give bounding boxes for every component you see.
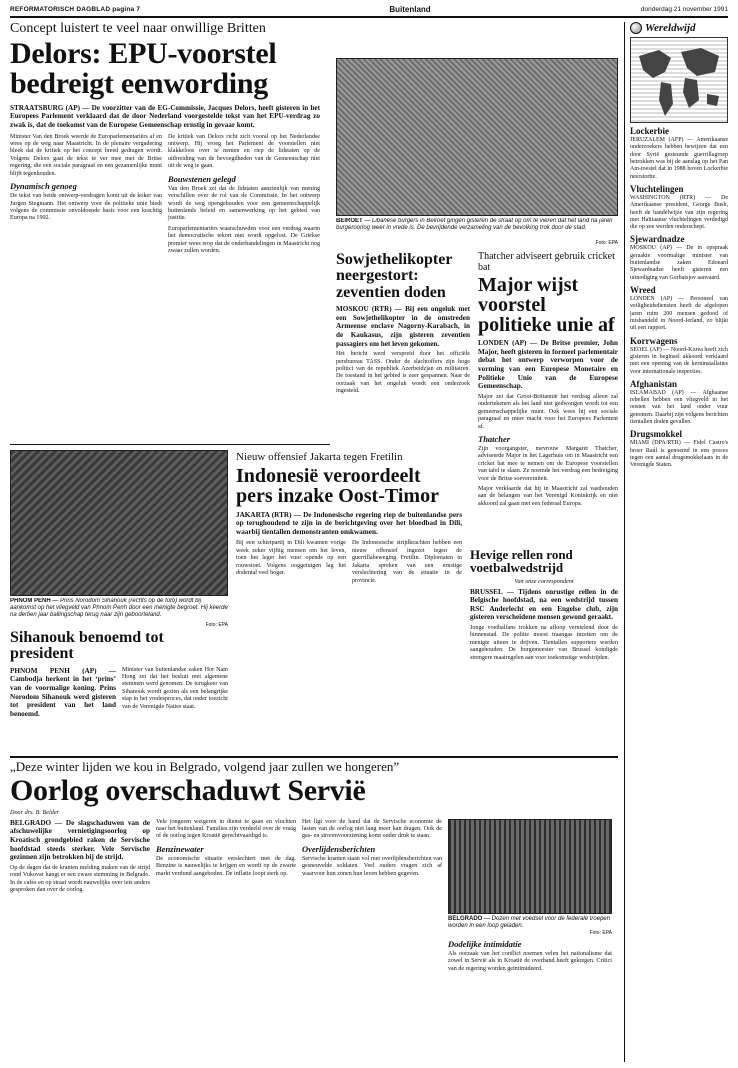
- wereldwijd-item-text: SEOEL (AP) — Noord-Korea heeft zich gisteren in beginsel akkoord verklaard met een opening van de kerninstallaties voor internationale inspecties.: [630, 346, 728, 375]
- world-map-svg: [631, 38, 727, 122]
- article-subheading: Dynamisch genoeg: [10, 181, 77, 192]
- article-subheading: Bouwstenen gelegd: [168, 173, 236, 184]
- article-subheading: Thatcher: [478, 433, 511, 444]
- issue-date: donderdag 21 november 1991: [640, 6, 728, 13]
- caption-text: — Dozen met voedsel voor de federale troepen worden in een loop geladen.: [448, 915, 611, 929]
- article-lead: MOSKOU (RTR) — Bij een ongeluk met een Sowjethelikopter in de omstreden Armeense enclave Nagorny-Karabach, in de Kaukasus, zijn gisteren zeventien passagiers om het leven gekomen.: [336, 304, 470, 348]
- article-lead: PHNOM PENH (AP) — Cambodja herkent in het ‘prins’ van de voormalige koning. Prins Norodom Sihanouk werd gisteren tot president van het land benoemd.: [10, 666, 116, 718]
- article-byline: Van onze correspondent: [514, 577, 574, 585]
- caption-place: PHNOM PENH: [10, 598, 51, 604]
- article-kicker: Concept luistert te veel naar onwillige Britten: [10, 22, 266, 36]
- wereldwijd-item-title: Afghanistan: [630, 378, 678, 389]
- wereldwijd-item-text: MIAMI (DPA/RTR) — Fidel Castro's broer Raúl is genoemd in een proces tegen een aantal drugsmokkelaars in de Verenigde Staten.: [630, 440, 728, 469]
- beirut-caption: [336, 218, 618, 240]
- article-kicker: Thatcher adviseert gebruik cricket bat: [478, 252, 615, 273]
- article-headline: Delors: EPU-voorstel bedreigt eenwording: [10, 36, 277, 100]
- article-voetbal: [470, 548, 618, 752]
- article-body: Minister van buitenlandse zaken Hor Nam Hong zei dat het besluit met algemene stemmen werd genomen. De terugkeer van Sihanouk wordt gezien als een belangrijke stap in het vredesproces, dat onder toezicht van de Verenigde Naties staat.: [122, 666, 228, 710]
- article-delors: [10, 22, 328, 437]
- wereldwijd-item-text: LONDEN (AP) — Personeel van veiligheidsdiensten heeft de afgelopen jaren ruim 200 mensen gedood of mishandeld in Noord-Ierland, zo blijkt uit een rapport.: [630, 296, 728, 332]
- phnom-penh-caption: [10, 598, 228, 622]
- article-headline: Indonesië veroordeelt pers inzake Oost-Timor: [236, 464, 439, 507]
- article-body: Van den Broek zei dat de lidstaten aanzienlijk van mening verschillen over de rol van de Commissie. In het ontwerp wordt de weg opengehouden voor een gemeenschappelijk buitenlands beleid en samenwerking op het gebied van justitie.: [168, 185, 320, 222]
- photo-credit: Foto: EPA: [595, 240, 618, 246]
- wereldwijd-item-title: Vluchtelingen: [630, 183, 684, 194]
- column-rule: [624, 22, 625, 1062]
- wereldwijd-item-title: Korrwagens: [630, 335, 678, 346]
- world-map-image: [630, 37, 728, 123]
- article-lead: BELGRADO — De slagschaduwen van de afschuwelijke vernietigingsoorlog op Kroatisch grondgebied raken de Servische hoofdstad steeds sterker. Vele Servische gezinnen zijn betrokken bij de strijd.: [10, 818, 150, 862]
- wereldwijd-items: [630, 126, 728, 470]
- globe-icon: [630, 22, 642, 34]
- article-subheading: Overlijdensberichten: [302, 843, 376, 854]
- article-servie: [10, 760, 618, 1060]
- article-subheading: Dodelijke intimidatie: [448, 939, 522, 950]
- article-lead: LONDEN (AP) — De Britse premier, John Major, heeft gisteren in formeel parlementair debat het ontwerp verworpen voor de vorming van een Europese Monetaire en Politieke Unie van de Europese Gemeenschap.: [478, 339, 618, 391]
- article-body: Het ligt voor de hand dat de Servische economie de lasten van de oorlog niet lang meer kan dragen. Ook de gas- en stroomvoorziening komt onder druk te staan.: [302, 818, 442, 840]
- article-kicker: „Deze winter lijden we kou in Belgrado, volgend jaar zullen we hongeren”: [10, 760, 400, 774]
- article-headline: Sowjethelikopter neergestort: zeventien doden: [336, 252, 453, 301]
- article-body: Jonge voetbalfans trokken na afloop vernielend door de binnenstad. De politie moest traangas inzetten om de menigte uiteen te drijven. Tientallen supporters werden aangehouden. De burgemeester van Brussel kondigde strengere maatregelen aan voor toekomstige wedstrijden.: [470, 625, 618, 661]
- article-headline: Sihanouk benoemd tot president: [10, 630, 164, 663]
- article-headline: Oorlog overschaduwt Servië: [10, 773, 366, 807]
- article-lead: BRUSSEL — Tijdens onrustige rellen in de Belgische hoofdstad, na een wedstrijd tussen RSC Anderlecht en een Engelse club, zijn gisteren verscheidene mensen gewond geraakt.: [470, 587, 618, 622]
- wereldwijd-title: Wereldwijd: [645, 22, 696, 34]
- article-body: Major verklaarde dat hij in Maastricht zal vasthouden aan de belangen van het Verenigd Koninkrijk en niet akkoord zal gaan met een federaal Europa.: [478, 486, 618, 507]
- belgrado-photo: [448, 819, 612, 914]
- wereldwijd-item-text: ISLAMABAD (AP) — Afghaanse rebellen hebben een vliegveld in het oosten van het land onder vuur genomen. Daarbij zijn volgens berichten tientallen doden gevallen.: [630, 389, 728, 426]
- beirut-photo: [336, 58, 618, 216]
- belgrado-caption: [448, 916, 612, 930]
- wereldwijd-item-text: JERUZALEM (AFP) — Amerikaanse onderzoekers hebben bewijzen dat een door Syrië gesteunde guerrillagroep betrokken was bij de aanslag op het Pan Am-toestel dat in 1988 boven Lockerbie neerstortte.: [630, 137, 728, 180]
- article-body: Minister Van den Broek weerde de Europarlementariërs af en wees op de weg naar Maastricht. In de plenaire vergadering bleek dat de kritiek op het concept breed gedragen wordt. Volgens Delors gaat de tekst te ver mee met de Britse regering, die een sociale paragraaf en een gezamenlijke munt blijft tegenhouden.: [10, 133, 162, 177]
- wereldwijd-item-title: Drugsmokkel: [630, 429, 683, 440]
- phnom-penh-photo: [10, 450, 228, 596]
- photo-credit: Foto: EPA: [589, 930, 612, 937]
- article-body: Zijn voorgangster, mevrouw Margaret Thatcher, adviseerde Major in het Lagerhuis om in Maastricht een cricket bat mee te nemen om de Europese voorstellen van tafel te slaan. Ze noemde het verdrag een bedreiging voor de Britse soevereiniteit.: [478, 445, 618, 482]
- wereldwijd-item-title: Wreed: [630, 285, 656, 295]
- wereldwijd-item-title: Sjewardnadze: [630, 234, 685, 245]
- photo-credit: Foto: EPA: [205, 622, 228, 628]
- article-body: Servische kranten staan vol met overlijdensberichten van gesneuvelde soldaten. Veel ouders vragen zich af waarvoor hun zonen hun leven hebben gegeven.: [302, 855, 442, 877]
- section-rule: [10, 756, 618, 758]
- article-body: Op de dagen dat de kranten melding maken van de strijd rond Vukovar hangt er een zware stemming in Belgrado. In de cafés en op straat wordt nauwelijks over iets anders gesproken dan over de oorlog.: [10, 864, 150, 894]
- article-body: De economische situatie verslechtert met de dag. Benzine is nauwelijks te krijgen en wordt op de zwarte markt verdund aangeboden. De inflatie loopt sterk op.: [156, 855, 296, 877]
- caption-text: — Prins Norodom Sihanouk (rechts op de foto) wordt bij aankomst op het vliegveld van Phnom Penh door een menigte begroet. Hij keerde na dertien jaar ballingschap terug naar zijn geboorteland.: [10, 598, 228, 619]
- article-sovjet: [336, 252, 470, 438]
- caption-place: BELGRADO: [448, 915, 483, 922]
- article-lead: JAKARTA (RTR) — De Indonesische regering riep de buitenlandse pers op terughoudend te zijn in de berichtgeving over het bloedbad in Dili, waarbij tientallen demonstranten omkwamen.: [236, 510, 462, 536]
- article-lead: STRAATSBURG (AP) — De voorzitter van de EG-Commissie, Jacques Delors, heeft gisteren in het Europees Parlement verklaard dat de door Nederland voorgestelde tekst van het EPU-verdrag zo zwak is, dat de toekomst van de Europese Gemeenschap ernstig in gevaar komt.: [10, 103, 320, 129]
- wereldwijd-item-title: Lockerbie: [630, 126, 669, 136]
- article-headline: Hevige rellen rond voetbalwedstrijd: [470, 548, 573, 576]
- article-byline: Door drs. B. Belder: [10, 808, 59, 816]
- article-body: De tekst van beide ontwerp-verdragen komt uit de koker van Jurgen Stegmann. Het ontwerp voor de politieke unie biedt volgens de commissie onvoldoende basis voor een krachtig Europa na 1992.: [10, 193, 162, 222]
- article-body: Bij een schietpartij in Dili kwamen vorige week zeker vijftig mensen om het leven, toen het leger het vuur opende op een rouwstoet. Volgens ooggetuigen lag het dodental veel hoger.: [236, 540, 346, 577]
- article-major: [478, 252, 618, 542]
- article-body: De Indonesische strijdkrachten hebben een nieuw offensief ingezet tegen de guerrillabeweging Fretilin. Diplomaten in Jakarta spreken van een ernstige verslechtering van de situatie in de provincie.: [352, 540, 462, 584]
- caption-text: — Libanese burgers in Beiroet gingen gisteren de straat op om te vieren dat het land na jaren burgeroorlog weer in vrede is. De bevrijdende verzameling van de bevolking trok door de stad.: [336, 218, 613, 232]
- caption-place: BEIROET: [336, 218, 363, 224]
- article-body: Major zei dat Groot-Brittannië het verdrag alleen zal ondertekenen als het land niet gedwongen wordt tot een gemeenschappelijke munt. Ook wees hij een sociale paragraaf en meer macht voor het Europees Parlement af.: [478, 393, 618, 430]
- article-jakarta: [236, 452, 462, 752]
- wereldwijd-item-text: MOSKOU (AP) — De in opspraak geraakte voormalige minister van buitenlandse zaken Edoeard Sjewardnadze heeft gisteren een uitnodiging van Gorbatsjov aanvaard.: [630, 245, 728, 281]
- paper-page-label: REFORMATORISCH DAGBLAD pagina 7: [10, 6, 141, 13]
- wereldwijd-column: [630, 22, 728, 1062]
- article-sihanouk: [10, 630, 228, 750]
- section-title: Buitenland: [389, 5, 431, 14]
- section-rule: [10, 444, 330, 445]
- article-body: Het bericht werd verspreid door het officiële persbureau TASS. Onder de slachtoffers zijn hoge politici van de republiek Azerbeidzjan en militairen. De toestand in het gebied is zeer gespannen. Naar de oorzaak van het ongeluk wordt een onderzoek ingesteld.: [336, 351, 470, 395]
- article-body: Als oorzaak van het conflict noemen velen het nationalisme dat zowel in Servië als in Kroatië de overhand heeft gekregen. Critici van de regering worden geïntimideerd.: [448, 951, 612, 972]
- article-body: Europarlementariërs waarschuwden voor een verdrag waarin het democratische tekort niet wordt opgelost. De Griekse premier wees erop dat de onderhandelingen in Maastricht nog zwaar zullen worden.: [168, 225, 320, 255]
- article-body: Vele jongeren weigeren in dienst te gaan en vluchten naar het buitenland. Families zijn verdeeld over de vraag of de oorlog tegen Kroatië gerechtvaardigd is.: [156, 818, 296, 840]
- header-rule: [10, 16, 728, 18]
- article-headline: Major wijst voorstel politieke unie af: [478, 274, 615, 336]
- wereldwijd-item-text: WASHINGTON (RTR) — De Amerikaanse president, George Bush, heeft de handelwijze van zijn regering met Haïtiaanse vluchtelingen verdedigd die op zee werden onderschept.: [630, 194, 728, 231]
- article-subheading: Benzinewater: [156, 843, 204, 854]
- article-kicker: Nieuw offensief Jakarta tegen Fretilin: [236, 452, 403, 463]
- article-body: De kritiek van Delors richt zich vooral op het Nederlandse ontwerp. Hij vroeg het Parlement de voorstellen niet klakkeloos over te nemen en riep de lidstaten op de uitbreiding van de bevoegdheden van de Gemeenschap niet uit de weg te gaan.: [168, 133, 320, 170]
